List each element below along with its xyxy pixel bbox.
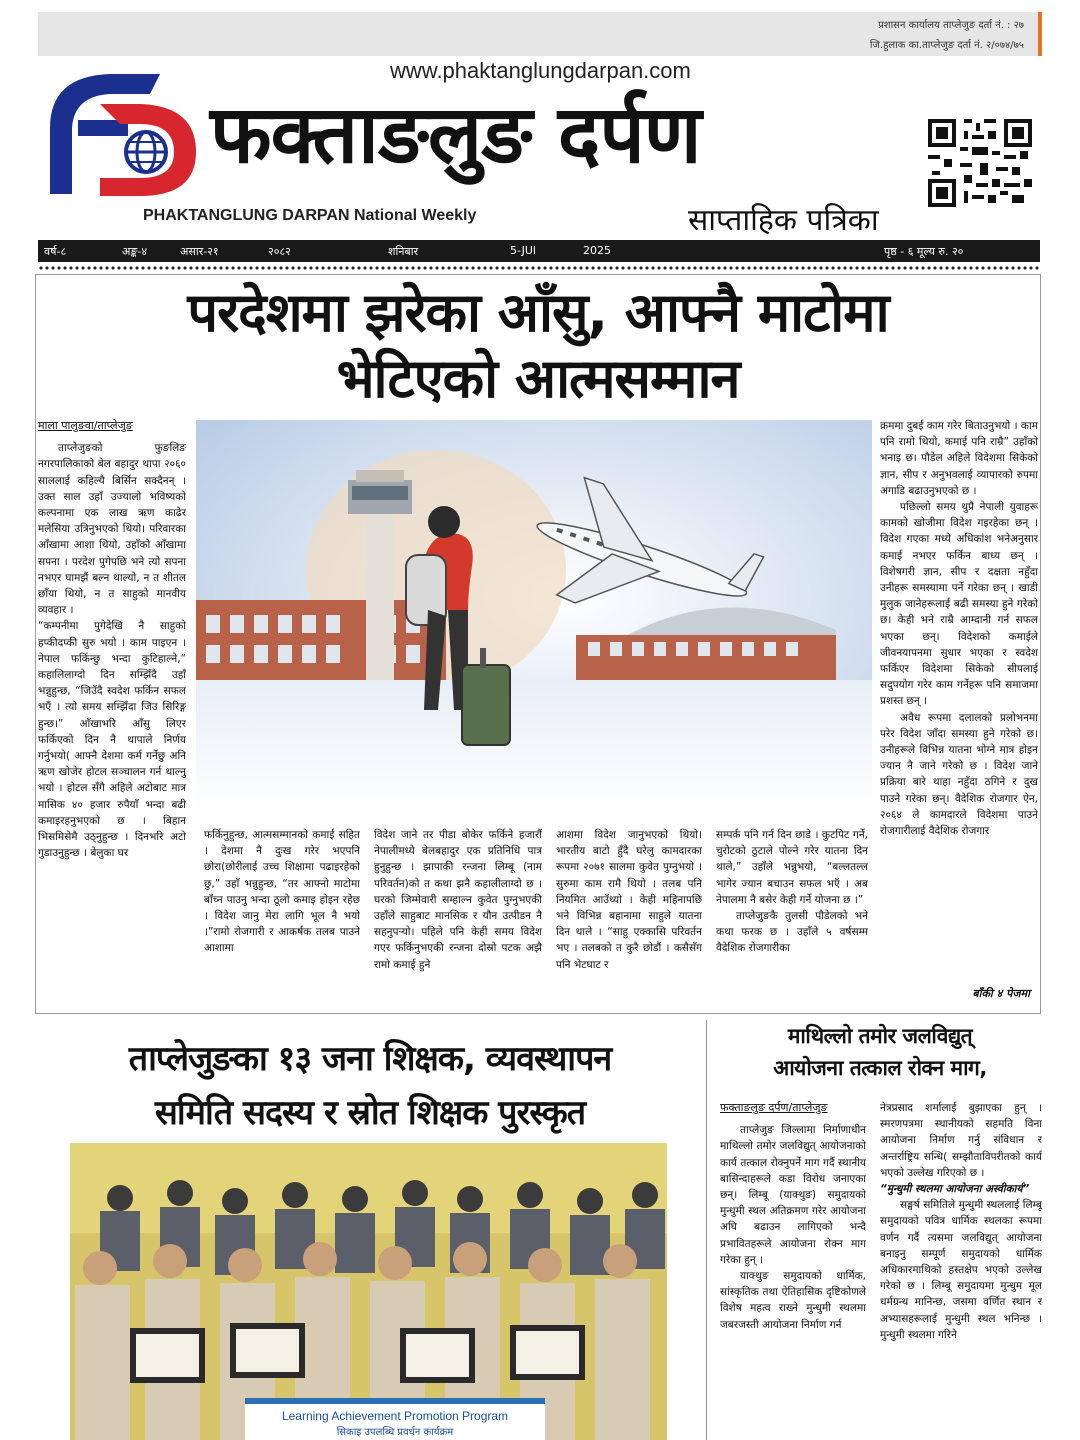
registration-line-1: प्रशासन कार्यालय ताप्लेजुङ दर्ता नं. : २७ xyxy=(878,20,1024,31)
hydro-subheading: “मुन्धुमी स्थलमा आयोजना अस्वीकार्य” xyxy=(880,1183,1030,1196)
teachers-award-photo xyxy=(70,1143,667,1440)
issue-date-np: असार-२१ xyxy=(180,245,219,258)
lead-col5-para-1: सम्पर्क पनि गर्न दिन छाडे । कुटपिट गर्ने, चुरोटको ठुटाले पोल्ने गरेर यातना दिन थाले,” उहाँले भन्नुभयो, “बल्लतल्ल भागेर ज्यान बचाउन सफल भएँ । अब नेपालमा नै बसेर केही गर्ने योजना छ ।” xyxy=(716,829,868,906)
lead-col1-para-1: ताप्लेजुङको फुङलिङ नगरपालिकाको बेल बहादुर थापा २०६० साललाई कहिल्यै बिर्सिन सक्दैनन् । उक्त साल उहाँ उज्यालो भविष्यको कल्पनामा एक लाख ऋण काढेर मलेसिया उत्रिनुभएको थियो। परिवारका आँखामा आशा थियो, उहाँको आँखामा सपना । परदेश पुगेपछि भने त्यो सपना नभएर घामझैं बल्न थाल्यो, न त शीतल छाँया थियो, न त साहुको मानवीय व्यवहार । xyxy=(38,442,186,617)
lead-byline: माला पालुङवा/ताप्लेजुङ xyxy=(38,419,133,432)
issue-date-en: 5-JUl xyxy=(510,244,536,257)
hydro-headline-line-2: आयोजना तत्काल रोक्न माग, xyxy=(773,1056,987,1080)
issue-year: वर्ष-८ xyxy=(44,245,67,258)
hydro-column-1 xyxy=(720,1100,866,1440)
registration-line-2: जि.हुलाक का.ताप्लेजुङ दर्ता नं. २/०७४/७५ xyxy=(869,40,1024,51)
hydro-headline-line-1: माथिल्लो तमोर जलविद्युत् xyxy=(787,1024,973,1048)
teacher-headline-line-1: ताप्लेजुङका १३ जना शिक्षक, व्यवस्थापन xyxy=(128,1039,612,1079)
lead-column-4 xyxy=(556,827,702,1007)
lead-column-6 xyxy=(880,418,1038,984)
lead-col6-para-3: अवैध रूपमा दलालको प्रलोभनमा परेर विदेश जाँदा समस्या हुने गरेको छ। उनीहरूले विभिन्न यातना भोग्ने मात्र होइन ज्यान नै जाने गरेको छ । विदेश जाने प्रक्रिया बारे थाहा नहुँदा ठगिने र दुख पाउने गरेका छन्। वैदेशिक रोजगार ऐन, २०६४ ले कामदारले विदेशमा पाउने रोजगारीलाई वैदेशिक रोजगार xyxy=(880,711,1038,838)
registration-strip xyxy=(38,12,1042,56)
lead-col6-para-2: पछिल्लो समय थुप्रै नेपाली युवाहरू कामको खोजीमा विदेश गइरहेका छन् । विदेश गएका मध्ये अधिकांश भनेअनुसार कमाई नभएर फर्किन बाध्य छन् । विशेषगरी ज्ञान, सीप र दक्षता नहुँदा उनीहरू समस्यामा पर्ने गरेका छन् । खाडी मुलुक जानेहरूलाई बढी समस्या हुने गरेको छ। केही भने राम्रै आम्दानी गर्न सफल भएका छन्। विदेशको कमाईले जीवनयापनमा सुधार भएका र स्वदेश फर्किएर विदेशमा सिकेको सीपलाई सदुपयोग गरेर काम गर्नेहरू पनि समाजमा प्रशस्त छन् । xyxy=(880,501,1038,708)
teacher-headline-line-2: समिति सदस्य र स्रोत शिक्षक पुरस्कृत xyxy=(154,1093,586,1133)
continued-on-page-note: बाँकी ४ पेजमा xyxy=(972,987,1030,1000)
page-and-price: पृष्ठ - ६ मूल्य रु. २० xyxy=(884,245,964,258)
airport-migrant-illustration xyxy=(196,420,872,814)
qr-code-icon[interactable] xyxy=(928,118,1032,208)
lead-column-5 xyxy=(716,827,868,1007)
english-paper-name: PHAKTANGLUNG DARPAN National Weekly xyxy=(143,207,477,224)
issue-day: शनिबार xyxy=(388,245,419,258)
lead-col3-text: विदेश जाने तर पीडा बोकेर फर्किने हजारौं नेपालीमध्ये बेलबहादुर एक प्रतिनिधि पात्र हुनुहुन्छ । झापाकी रन्जना लिम्बू (नाम परिवर्तन)को त कथा झनै कहालीलाग्दो छ । घरको जिम्मेवारी सम्हाल्न कुवेत पुग्नुभएकी उहाँले साहुबाट मानसिक र यौन उत्पीडन नै सहनुपर्‍यो। पहिले पनि केही समय विदेश गएर फर्किनुभएकी रन्जना दोस्रो पटक अझै रामो कमाई हुने xyxy=(374,829,542,971)
lead-headline-line-1: परदेशमा झरेका आँसु, आफ्नै माटोमा xyxy=(187,281,889,344)
lead-column-1 xyxy=(38,418,186,1002)
lead-headline-line-2: भेटिएको आत्मसम्मान xyxy=(336,347,740,410)
lead-col2-text: फर्किनुहुन्छ, आत्मसम्मानको कमाई सहित । देशमा नै दुःख गरेर भएपनि छोरा(छोरीलाई उच्च शिक्षामा पढाइरहेको छु,” उहाँ भन्नुहुन्छ, “तर आफ्नो माटोमा बाँच्न पाउनु भन्दा ठूलो कमाइ होइन रहेछ । विदेश जानु मेरा लागि भूल नै भयो ।”रामो रोजगारी र आकर्षक तलब पाउने आशामा xyxy=(204,829,360,955)
hydro-col1-para-2: याक्थुङ समुदायको धार्मिक, सांस्कृतिक तथा ऐतिहासिक दृष्टिकोणले विशेष महत्व राख्ने मुन्धुमी स्थलमा जबरजस्ती आयोजना निर्माण गर्न xyxy=(720,1270,866,1331)
banner-text-nepali: सिकाइ उपलब्धि प्रवर्धन कार्यक्रम xyxy=(336,1427,454,1438)
logo-text: FD xyxy=(40,68,42,69)
issue-year-en: 2025 xyxy=(583,244,611,257)
fd-logo-icon xyxy=(40,68,205,200)
lead-col4-text: आशमा विदेश जानुभएको थियो। भारतीय बाटो हुँदै घरेलु कामदारका रूपमा २०७१ सालमा कुवेत पुग्नुभयो । सुरुमा काम रामै थियो । तलब पनि नियमित आउँथ्यो । केही महिनापछि भने विभिन्न बहानामा साहुले यातना दिन थाले । “साहु एक्कासि परिवर्तन भए । तलबको त कुरै छोडौं । कसैसँग पनि भेटघाट र xyxy=(556,829,702,971)
lead-column-3 xyxy=(374,827,542,1007)
issue-info-bar xyxy=(38,240,1040,262)
lead-column-2 xyxy=(204,827,360,1007)
hydro-col2-para-2: सङ्घर्ष समितिले मुन्धुमी स्थललाई लिम्बू समुदायको पवित्र धार्मिक स्थलका रूपमा वर्णन गर्दै त्यसमा जलविद्युत् आयोजना बनाइनु सम्पूर्ण समुदायको धार्मिक अधिकारमाथिको हस्तक्षेप भएको उल्लेख गरेको छ । लिम्बू समुदायमा मुन्धुम मूल धर्मग्रन्थ मानिन्छ, जसमा वर्णित स्थान र अभ्यासहरूलाई मुन्धुमी स्थल भनिन्छ । मुन्धुमी स्थलमा गरिने xyxy=(880,1199,1042,1341)
issue-year-np: २०८२ xyxy=(268,245,291,258)
hydro-byline: फक्ताङलुङ दर्पण/ताप्लेजुङ xyxy=(720,1101,828,1114)
issue-number: अङ्क-४ xyxy=(122,245,148,258)
weekly-tagline: साप्ताहिक पत्रिका xyxy=(688,203,879,238)
column-divider xyxy=(706,1020,707,1440)
hydro-col2-para-1: नेत्रप्रसाद शर्मालाई बुझाएका हुन् । स्मरणपत्रमा स्थानीयको सहमति विना आयोजना निर्माण गर्नु संविधान र अन्तर्राष्ट्रिय सन्धि( सम्झौताविपरीतको कार्य भएको उल्लेख गरिएको छ । xyxy=(880,1102,1042,1179)
hydro-column-2 xyxy=(880,1100,1042,1440)
hydro-col1-para-1: ताप्लेजुङ जिल्लामा निर्माणाधीन माथिल्लो तमोर जलविद्युत् आयोजनाको कार्य तत्काल रोक्नुपर्ने माग गर्दै स्थानीय बासिन्दाहरूले कडा विरोध जनाएका छन्। लिम्बू (याक्थुङ) समुदायको मुन्धुमी स्थल अतिक्रमण गरेर आयोजना अघि बढाउन लागिएको भन्दै प्रभावितहरूले आयोजना रोक्न माग गरेका हुन् । xyxy=(720,1124,866,1266)
banner-text-english: Learning Achievement Promotion Program xyxy=(281,1409,509,1423)
dotted-divider xyxy=(38,265,1040,271)
masthead-title: फक्ताङलुङ दर्पण xyxy=(210,88,701,181)
lead-col1-para-2: “कम्पनीमा पुगेदेखि नै साहुको हप्कीदप्की सुरु भयो । काम पाइएन । नेपाल फर्किन्छु भन्दा कुटिहाल्ने,” कहालिलाग्दो दिन सम्झिँदै उहाँ भन्नुहुन्छ, “जिउँदै स्वदेश फर्किन सफल भएँ । त्यो समय सम्झिँदा जिउ सिरिङ्ग हुन्छ।” आँखाभरि आँसु लिएर फर्किएको दिन नै थापाले निर्णय गर्नुभयो( आफ्नै देशमा कर्म गर्नेछु अनि ऋण खोजेर होटल सञ्चालन गर्न थाल्नु भयो । होटल सँगै अहिले अटोबाट मात्र मासिक ४० हजार रुपैयाँ भन्दा बढी कमाइरहनुभएको छ । बिहान भिसमिसेमै उठ्नुहुन्छ । दिनभरि अटो गुडाउनुहुन्छ । बेलुका घर xyxy=(38,620,186,860)
lead-col6-para-1: क्रममा दुबई काम गरेर बिताउनुभयो । काम पनि रामो थियो, कमाई पनि राम्रै” उहाँको भनाइ छ। पौडेल अहिले विदेशमा सिकेको ज्ञान, सीप र अनुभवलाई व्यापारको रुपमा अगाडि बढाउनुभएको छ । xyxy=(880,420,1038,497)
website-url[interactable]: www.phaktanglungdarpan.com xyxy=(390,58,691,83)
lead-col5-para-2: ताप्लेजुङकै तुलसी पौडेलको भने कथा फरक छ । उहाँले ५ वर्षसम्म वैदेशिक रोजगारीका xyxy=(716,910,868,955)
